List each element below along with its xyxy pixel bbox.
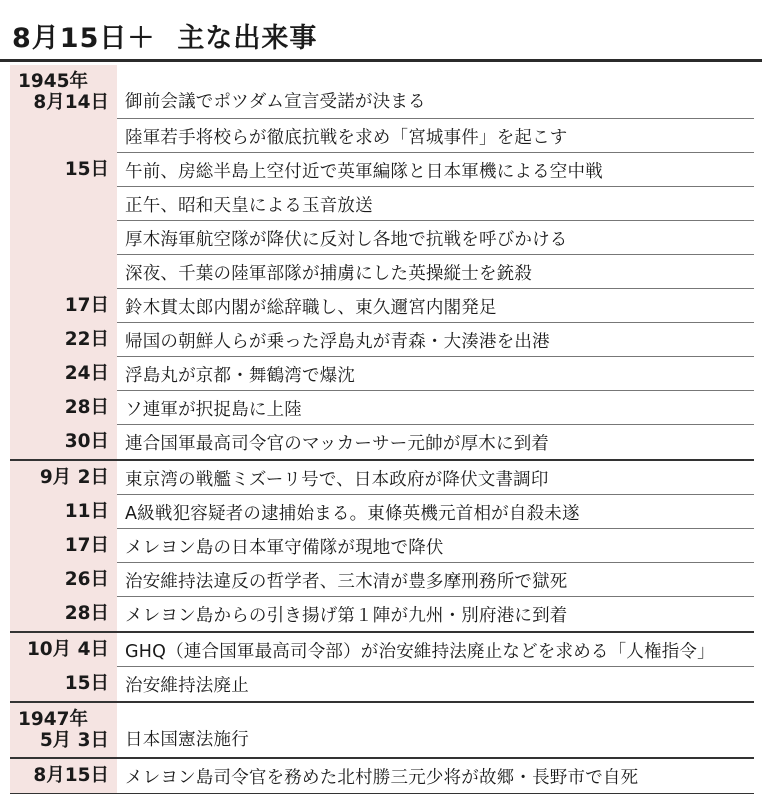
timeline-group: [10, 759, 754, 794]
row-date: [10, 432, 117, 452]
row-date: [10, 640, 117, 660]
timeline-row: [10, 495, 754, 529]
row-event: A級戦犯容疑者の逮捕始まる。東條英機元首相が自殺未遂: [125, 503, 580, 524]
timeline-row: [10, 391, 754, 425]
timeline-row: [10, 187, 754, 221]
title-heading: 主な出来事: [177, 23, 318, 54]
row-event: 治安維持法廃止: [125, 675, 249, 696]
row-event: 浮島丸が京都・舞鶴湾で爆沈: [125, 365, 356, 386]
row-event: ソ連軍が択捉島に上陸: [125, 399, 302, 420]
row-month-day: 28日: [64, 396, 109, 418]
title-date: 8月15日＋: [12, 23, 156, 54]
row-month-day: 10月 4日: [26, 638, 109, 660]
timeline-row: [10, 425, 754, 459]
row-date: [10, 710, 117, 757]
row-date: [10, 160, 117, 180]
row-date: [10, 330, 117, 350]
timeline-row: [10, 65, 754, 119]
row-month-day: 9月 2日: [39, 466, 109, 488]
timeline-row: [10, 563, 754, 597]
row-date: [10, 766, 117, 786]
timeline-table: [10, 65, 754, 794]
row-event: 帰国の朝鮮人らが乗った浮島丸が青森・大湊港を出港: [125, 331, 550, 352]
row-month-day: 30日: [64, 430, 109, 452]
row-date: [10, 72, 117, 119]
title-rule: [0, 59, 762, 62]
row-date: [10, 398, 117, 418]
timeline-group: [10, 703, 754, 759]
row-date: [10, 468, 117, 488]
row-event: メレヨン島司令官を務めた北村勝三元少将が故郷・長野市で自死: [125, 767, 639, 788]
row-event: 深夜、千葉の陸軍部隊が捕虜にした英操縦士を銃殺: [125, 263, 533, 284]
row-month-day: 17日: [64, 534, 109, 556]
row-year: 1945年: [18, 71, 88, 93]
row-event: GHQ（連合国軍最高司令部）が治安維持法廃止などを求める「人権指令」: [125, 641, 715, 662]
timeline-row: [10, 703, 754, 757]
row-year: 1947年: [18, 709, 88, 731]
timeline-row: [10, 597, 754, 631]
row-event: 御前会議でポツダム宣言受諾が決まる: [125, 92, 426, 112]
timeline-group: [10, 65, 754, 461]
timeline-row: [10, 633, 754, 667]
timeline-row: [10, 357, 754, 391]
row-event: 鈴木貫太郎内閣が総辞職し、東久邇宮内閣発足: [125, 297, 497, 318]
row-event: 厚木海軍航空隊が降伏に反対し各地で抗戦を呼びかける: [125, 229, 568, 250]
row-date: [10, 364, 117, 384]
row-event: メレヨン島の日本軍守備隊が現地で降伏: [125, 537, 444, 558]
row-event: 連合国軍最高司令官のマッカーサー元帥が厚木に到着: [125, 433, 550, 454]
row-event: 午前、房総半島上空付近で英軍編隊と日本軍機による空中戦: [125, 161, 603, 182]
row-event: 正午、昭和天皇による玉音放送: [125, 195, 373, 216]
row-event: 治安維持法違反の哲学者、三木清が豊多摩刑務所で獄死: [125, 571, 568, 592]
row-date: [10, 674, 117, 694]
row-month-day: 8月15日: [33, 764, 109, 786]
page-title: [12, 16, 317, 55]
row-month-day: 15日: [64, 158, 109, 180]
timeline-row: [10, 323, 754, 357]
row-event: 東京湾の戦艦ミズーリ号で、日本政府が降伏文書調印: [125, 469, 549, 490]
timeline-row: [10, 221, 754, 255]
timeline-row: [10, 529, 754, 563]
row-month-day: 8月14日: [33, 91, 109, 113]
timeline-row: [10, 119, 754, 153]
timeline-group: [10, 633, 754, 703]
timeline-row: [10, 153, 754, 187]
row-event: 日本国憲法施行: [125, 730, 249, 750]
row-month-day: 28日: [64, 602, 109, 624]
row-event: メレヨン島からの引き揚げ第１陣が九州・別府港に到着: [125, 605, 568, 626]
timeline-row: [10, 667, 754, 701]
row-month-day: 11日: [64, 500, 109, 522]
row-date: [10, 502, 117, 522]
row-month-day: 17日: [64, 294, 109, 316]
timeline-group: [10, 461, 754, 633]
timeline-row: [10, 461, 754, 495]
row-month-day: 26日: [64, 568, 109, 590]
row-month-day: 5月 3日: [39, 729, 109, 751]
row-date: [10, 570, 117, 590]
row-month-day: 24日: [64, 362, 109, 384]
row-date: [10, 296, 117, 316]
row-date: [10, 604, 117, 624]
timeline-row: [10, 759, 754, 793]
row-month-day: 15日: [64, 672, 109, 694]
row-date: [10, 536, 117, 556]
row-event: 陸軍若手将校らが徹底抗戦を求め「宮城事件」を起こす: [125, 127, 568, 148]
timeline-row: [10, 255, 754, 289]
row-month-day: 22日: [64, 328, 109, 350]
timeline-row: [10, 289, 754, 323]
